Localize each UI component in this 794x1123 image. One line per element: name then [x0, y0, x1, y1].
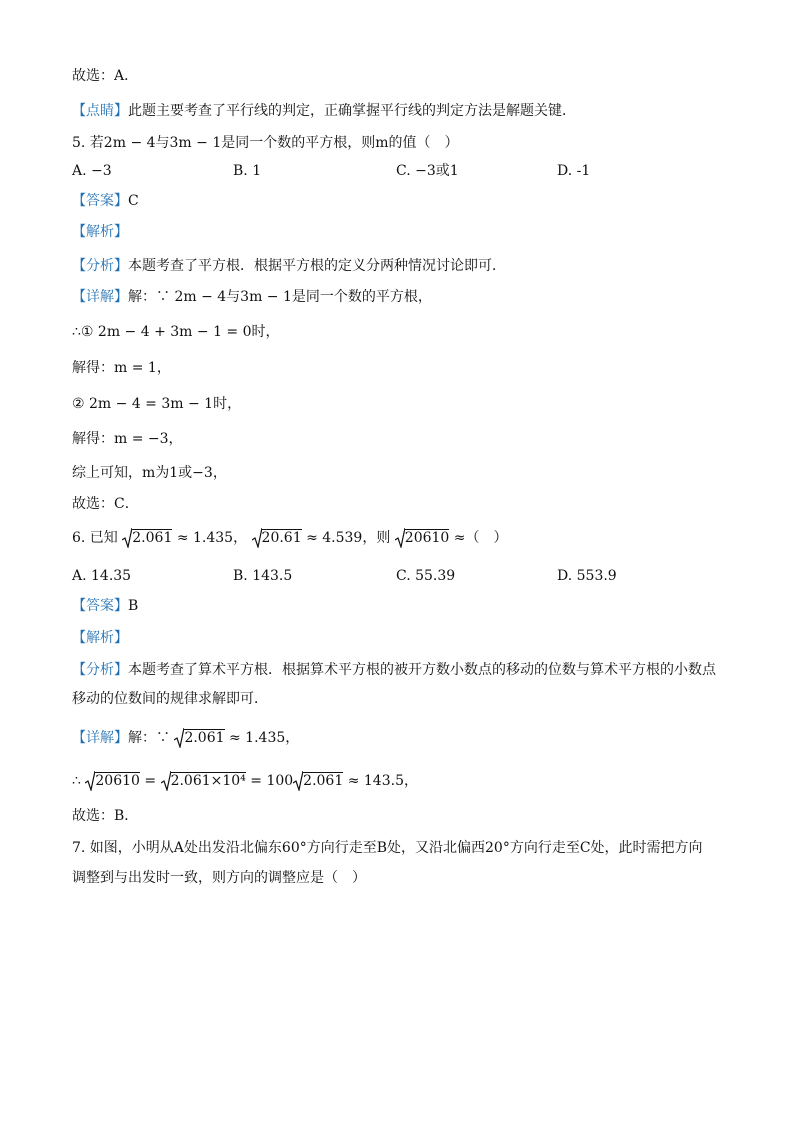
q6-final: 故选：B．	[72, 808, 139, 824]
q6-option-b: B. 143.5	[233, 568, 293, 584]
sqrt-symbol	[161, 771, 171, 791]
q5-step-2: 解得：m = 1，	[72, 360, 171, 376]
q6-option-c: C. 55.39	[396, 568, 456, 584]
q6-fenxi-cont: 移动的位数间的规律求解即可．	[72, 691, 268, 707]
q5-option-b: B. 1	[233, 163, 262, 179]
q5-step-6: 故选：C．	[72, 496, 139, 512]
q6-option-d: D. 553.9	[557, 568, 617, 584]
sqrt-symbol	[122, 528, 132, 548]
q6-answer: 【答案】B	[72, 598, 139, 614]
q5-step-4: 解得：m = −3，	[72, 431, 183, 447]
question-7: 7. 如图，小明从A处出发沿北偏东60°方向行走至B处，又沿北偏西20°方向行走至C处，此时需把方向	[72, 840, 703, 856]
comment-line: 【点睛】此题主要考查了平行线的判定，正确掌握平行线的判定方法是解题关键．	[72, 103, 576, 119]
sqrt-symbol	[85, 771, 95, 791]
q6-jiexi: 【解析】	[72, 630, 128, 646]
q5-option-c: C. −3或1	[396, 163, 459, 179]
q5-step-3: ② 2m − 4 = 3m − 1时，	[72, 396, 242, 412]
q5-step-1: ∴① 2m − 4 + 3m − 1 = 0时，	[72, 324, 280, 340]
q6-xiangjie: 【详解】解：∵ 2.061 ≈ 1.435，	[72, 730, 300, 746]
question-7-cont: 调整到与出发时一致，则方向的调整应是（ ）	[72, 870, 366, 886]
sqrt-symbol	[293, 771, 303, 791]
q6-fenxi: 【分析】本题考查了算术平方根．根据算术平方根的被开方数小数点的移动的位数与算术平方根的小数点	[72, 662, 716, 678]
sqrt-symbol	[252, 528, 262, 548]
q5-option-d: D. -1	[557, 163, 591, 179]
q6-option-a: A. 14.35	[72, 568, 132, 584]
question-6: 6. 已知 2.061 ≈ 1.435， 20.61 ≈ 4.539，则 20610 ≈（ ）	[72, 530, 508, 546]
q6-calc: ∴ 20610 = 2.061×10⁴ = 100 2.061 ≈ 143.5，	[72, 773, 418, 789]
q5-step-5: 综上可知，m为1或−3，	[72, 465, 227, 481]
q5-answer: 【答案】C	[72, 193, 139, 209]
q5-xiangjie: 【详解】解：∵ 2m − 4与3m − 1是同一个数的平方根，	[72, 289, 432, 305]
tag-dianjing: 【点睛】	[72, 103, 128, 119]
q5-option-a: A. −3	[72, 163, 112, 179]
sqrt-symbol	[174, 728, 184, 748]
q5-fenxi: 【分析】本题考查了平方根．根据平方根的定义分两种情况讨论即可．	[72, 258, 506, 274]
question-5: 5. 若2m − 4与3m − 1是同一个数的平方根，则m的值（ ）	[72, 135, 459, 151]
answer-line: 故选：A．	[72, 68, 139, 84]
sqrt-symbol	[395, 528, 405, 548]
q5-jiexi: 【解析】	[72, 224, 128, 240]
